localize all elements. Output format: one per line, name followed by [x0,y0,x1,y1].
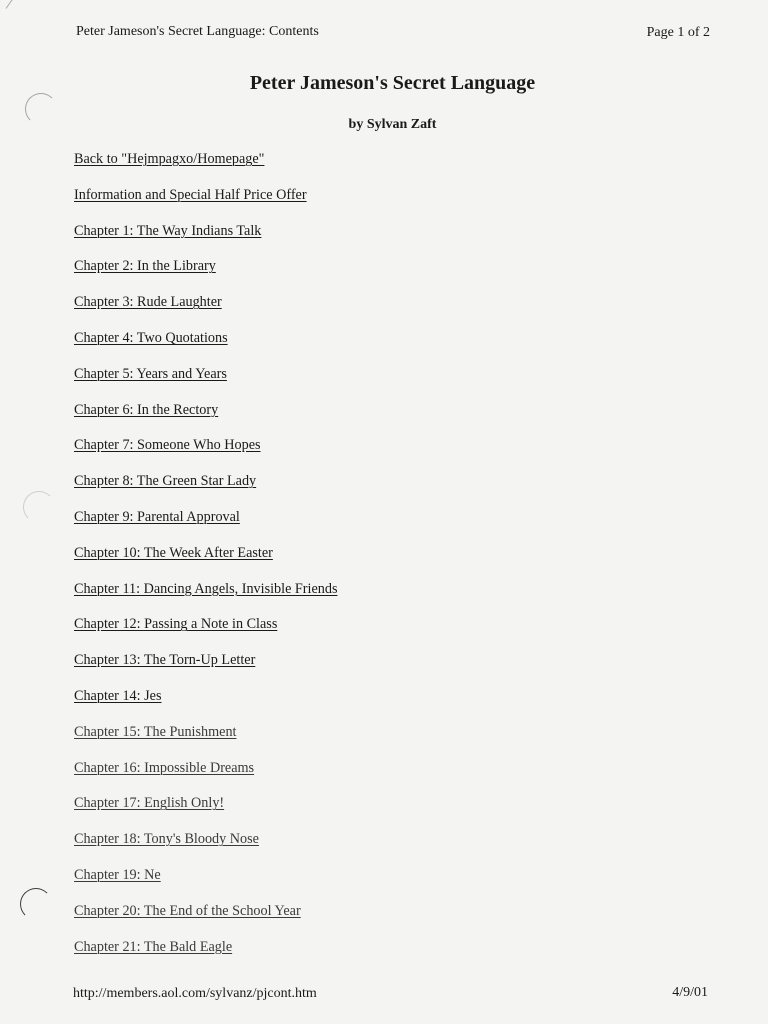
punch-hole-mark [20,888,52,920]
back-to-homepage-link[interactable]: Back to "Hejmpagxo/Homepage" [74,151,265,167]
chapter-link-18[interactable]: Chapter 18: Tony's Bloody Nose [74,831,259,848]
print-footer-date: 4/9/01 [672,985,708,1000]
print-footer-url: http://members.aol.com/sylvanz/pjcont.htm [73,986,317,1001]
punch-hole-mark [23,491,55,523]
chapter-link-9[interactable]: Chapter 9: Parental Approval [74,508,240,525]
toc-item [74,687,337,723]
page-title: Peter Jameson's Secret Language [249,72,536,94]
chapter-link-15[interactable]: Chapter 15: The Punishment [74,723,237,740]
chapter-link-1[interactable]: Chapter 1: The Way Indians Talk [74,222,262,239]
toc-item [74,222,337,258]
toc-item [74,257,337,293]
scan-mark [6,0,23,9]
chapter-link-13[interactable]: Chapter 13: The Torn-Up Letter [74,652,256,669]
chapter-link-11[interactable]: Chapter 11: Dancing Angels, Invisible Friends [74,580,338,597]
chapter-link-19[interactable]: Chapter 19: Ne [74,866,161,883]
toc-item [74,436,337,472]
chapter-link-6[interactable]: Chapter 6: In the Rectory [74,401,219,418]
toc-item [74,544,337,580]
chapter-link-3[interactable]: Chapter 3: Rude Laughter [74,294,222,311]
toc-item [74,365,337,401]
toc-item [74,615,337,651]
table-of-contents [74,150,337,973]
toc-item [74,472,337,508]
chapter-link-21[interactable]: Chapter 21: The Bald Eagle [74,938,233,955]
toc-item [74,830,337,866]
author-byline: by Sylvan Zaft [348,117,437,132]
chapter-link-7[interactable]: Chapter 7: Someone Who Hopes [74,437,261,454]
toc-item [74,759,337,795]
chapter-link-4[interactable]: Chapter 4: Two Quotations [74,329,228,346]
chapter-link-17[interactable]: Chapter 17: English Only! [74,795,225,812]
toc-item [74,293,337,329]
chapter-link-10[interactable]: Chapter 10: The Week After Easter [74,544,273,561]
toc-item [74,651,337,687]
toc-item [74,580,337,616]
chapter-link-5[interactable]: Chapter 5: Years and Years [74,365,227,382]
toc-item [74,186,337,222]
chapter-link-2[interactable]: Chapter 2: In the Library [74,258,216,275]
toc-item [74,902,337,938]
chapter-link-8[interactable]: Chapter 8: The Green Star Lady [74,473,257,490]
chapter-link-16[interactable]: Chapter 16: Impossible Dreams [74,759,255,776]
print-header-title: Peter Jameson's Secret Language: Contents [76,24,319,39]
toc-item [74,401,337,437]
chapter-link-20[interactable]: Chapter 20: The End of the School Year [74,902,301,919]
toc-item [74,794,337,830]
page-indicator: Page 1 of 2 [646,25,710,40]
chapter-link-12[interactable]: Chapter 12: Passing a Note in Class [74,616,278,633]
chapter-link-14[interactable]: Chapter 14: Jes [74,687,162,704]
toc-item [74,329,337,365]
toc-item [74,723,337,759]
toc-item [74,866,337,902]
toc-item [74,508,337,544]
toc-item [74,150,337,186]
special-offer-link[interactable]: Information and Special Half Price Offer [74,186,307,203]
toc-item [74,938,337,974]
